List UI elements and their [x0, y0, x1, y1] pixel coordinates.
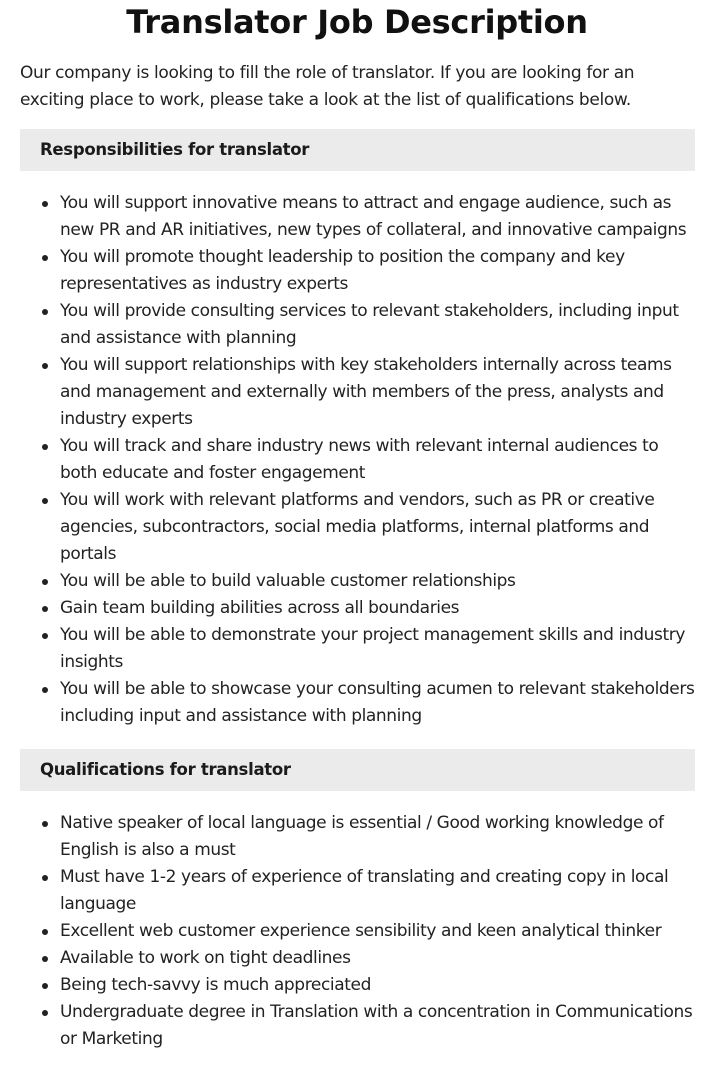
list-item [60, 999, 700, 1053]
list-item-text: You will be able to build valuable customer relationships [60, 571, 516, 591]
responsibilities-list [20, 190, 700, 730]
bullet-icon [42, 579, 48, 585]
bullet-icon [42, 255, 48, 261]
bullet-icon [42, 498, 48, 504]
bullet-icon [42, 983, 48, 989]
list-item [60, 433, 700, 487]
list-item [60, 972, 700, 999]
responsibilities-heading: Responsibilities for translator [20, 129, 695, 171]
list-item [60, 352, 700, 433]
list-item-text: Undergraduate degree in Translation with a concentration in Communications or Marketing [60, 1002, 693, 1049]
list-item [60, 595, 700, 622]
list-item [60, 244, 700, 298]
list-item [60, 864, 700, 918]
bullet-icon [42, 956, 48, 962]
list-item-text: Native speaker of local language is essential / Good working knowledge of English is also a must [60, 813, 664, 860]
bullet-icon [42, 929, 48, 935]
bullet-icon [42, 309, 48, 315]
list-item-text: You will track and share industry news with relevant internal audiences to both educate and foster engagement [60, 436, 659, 483]
bullet-icon [42, 201, 48, 207]
list-item-text: You will promote thought leadership to position the company and key representatives as industry experts [60, 247, 625, 294]
list-item [60, 190, 700, 244]
list-item-text: Available to work on tight deadlines [60, 948, 351, 968]
list-item-text: You will be able to showcase your consulting acumen to relevant stakeholders including input and assistance with planning [60, 679, 695, 726]
bullet-icon [42, 633, 48, 639]
list-item-text: Gain team building abilities across all boundaries [60, 598, 460, 618]
intro-paragraph: Our company is looking to fill the role of translator. If you are looking for an exciting place to work, please take a look at the list of qualifications below. [20, 63, 635, 110]
bullet-icon [42, 821, 48, 827]
list-item-text: You will support relationships with key stakeholders internally across teams and management and externally with members of the press, analysts and industry experts [60, 355, 672, 429]
list-item [60, 945, 700, 972]
list-item [60, 676, 700, 730]
bullet-icon [42, 1010, 48, 1016]
qualifications-heading: Qualifications for translator [20, 749, 695, 791]
list-item-text: You will be able to demonstrate your project management skills and industry insights [60, 625, 686, 672]
list-item-text: You will provide consulting services to relevant stakeholders, including input and assistance with planning [60, 301, 679, 348]
page-title: Translator Job Description [126, 3, 588, 41]
list-item-text: Being tech-savvy is much appreciated [60, 975, 371, 995]
qualifications-list [20, 810, 700, 1053]
list-item [60, 487, 700, 568]
list-item-text: You will work with relevant platforms and vendors, such as PR or creative agencies, subcontractors, social media platforms, internal platforms and portals [60, 490, 655, 564]
bullet-icon [42, 363, 48, 369]
bullet-icon [42, 606, 48, 612]
bullet-icon [42, 875, 48, 881]
list-item-text: Must have 1-2 years of experience of translating and creating copy in local language [60, 867, 669, 914]
bullet-icon [42, 687, 48, 693]
list-item-text: You will support innovative means to attract and engage audience, such as new PR and AR initiatives, new types of collateral, and innovative campaigns [60, 193, 687, 240]
list-item-text: Excellent web customer experience sensibility and keen analytical thinker [60, 921, 662, 941]
list-item [60, 622, 700, 676]
list-item [60, 918, 700, 945]
list-item [60, 568, 700, 595]
list-item [60, 810, 700, 864]
list-item [60, 298, 700, 352]
bullet-icon [42, 444, 48, 450]
